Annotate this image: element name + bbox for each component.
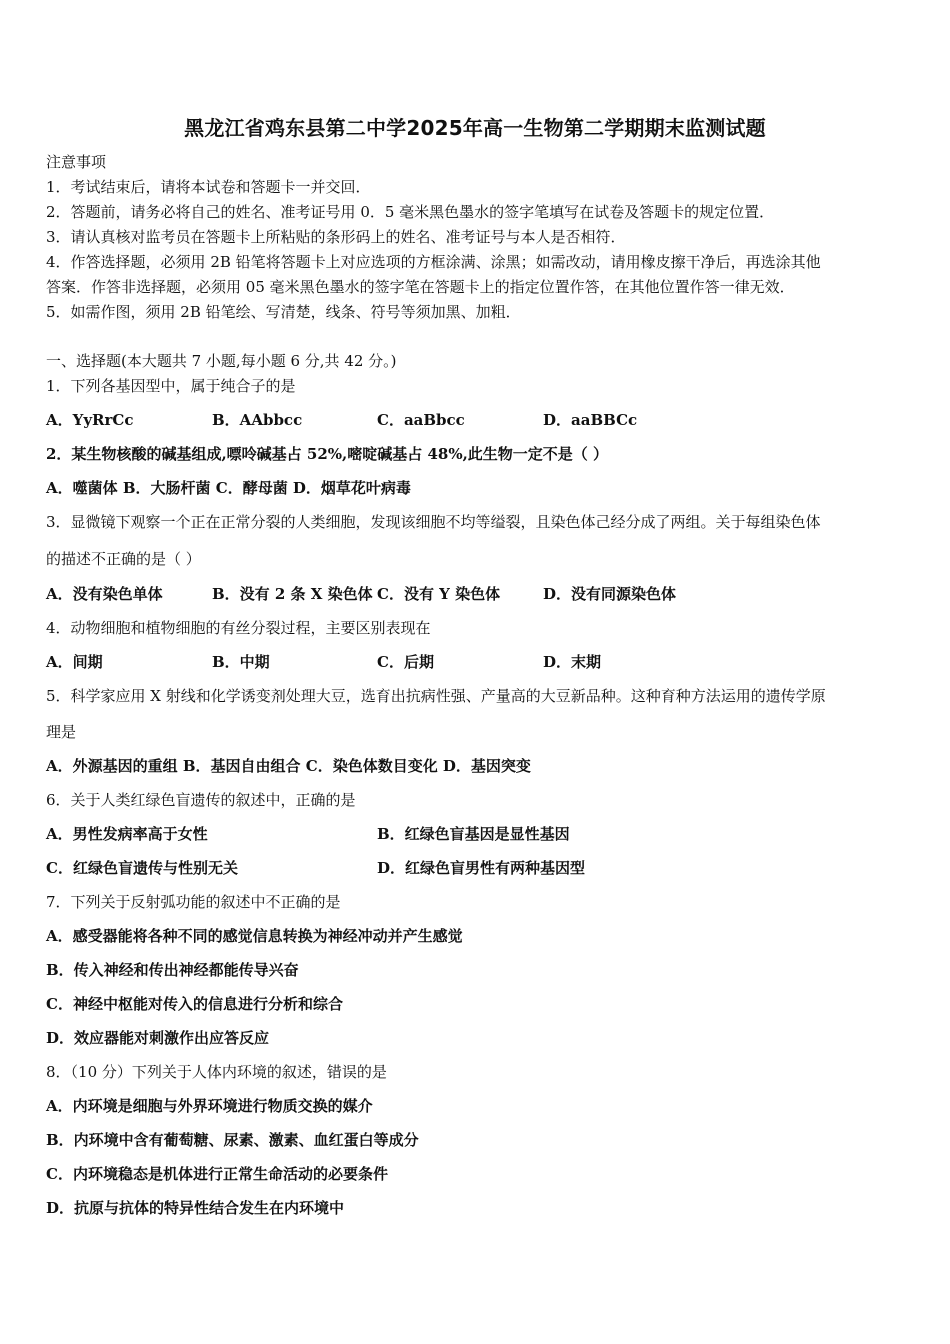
option: C．aaBbcc	[377, 411, 465, 429]
option: D．aaBBCc	[543, 411, 638, 429]
option: A．感受器能将各种不同的感觉信息转换为神经冲动并产生感觉	[46, 927, 463, 945]
option: A．间期	[46, 653, 103, 671]
option: B．红绿色盲基因是显性基因	[377, 825, 570, 843]
option: B．内环境中含有葡萄糖、尿素、激素、血红蛋白等成分	[46, 1131, 419, 1149]
question-stem-continued: 的描述不正确的是（ ）	[46, 550, 201, 568]
option: B．没有 2 条 X 染色体	[212, 585, 373, 603]
notice-item: 4．作答选择题，必须用 2B 铅笔将答题卡上对应选项的方框涂满、涂黑；如需改动，请用橡皮擦干净后，再选涂其他	[46, 253, 821, 271]
notice-item: 1．考试结束后，请将本试卷和答题卡一并交回．	[46, 178, 371, 196]
option: C．没有 Y 染色体	[377, 585, 501, 603]
notice-item: 5．如需作图，须用 2B 铅笔绘、写清楚，线条、符号等须加黑、加粗．	[46, 303, 521, 321]
option: A．内环境是细胞与外界环境进行物质交换的媒介	[46, 1097, 373, 1115]
question-stem: 6．关于人类红绿色盲遗传的叙述中，正确的是	[46, 791, 356, 809]
question-stem: 2．某生物核酸的碱基组成,嘌呤碱基占 52%,嘧啶碱基占 48%,此生物一定不是（ ）	[46, 445, 609, 463]
option: A．男性发病率高于女性	[46, 825, 208, 843]
option: B．传入神经和传出神经都能传导兴奋	[46, 961, 299, 979]
option: B．中期	[212, 653, 270, 671]
notice-item: 答案．作答非选择题，必须用 05 毫米黑色墨水的签字笔在答题卡上的指定位置作答，在其他位置作答一律无效．	[46, 278, 795, 296]
notice-item: 3．请认真核对监考员在答题卡上所粘贴的条形码上的姓名、准考证号与本人是否相符．	[46, 228, 626, 246]
question-stem: 7．下列关于反射弧功能的叙述中不正确的是	[46, 893, 341, 911]
option-line: A．外源基因的重组 B．基因自由组合 C．染色体数目变化 D．基因突变	[46, 757, 531, 775]
option: D．红绿色盲男性有两种基因型	[377, 859, 586, 877]
option: D．末期	[543, 653, 602, 671]
option-line: A．噬菌体 B．大肠杆菌 C．酵母菌 D．烟草花叶病毒	[46, 479, 411, 497]
option: C．神经中枢能对传入的信息进行分析和综合	[46, 995, 343, 1013]
option: C．后期	[377, 653, 434, 671]
notice-heading: 注意事项	[46, 153, 107, 171]
option: D．抗原与抗体的特异性结合发生在内环境中	[46, 1199, 345, 1217]
question-stem-continued: 理是	[46, 723, 77, 741]
question-stem: 5．科学家应用 X 射线和化学诱变剂处理大豆，选育出抗病性强、产量高的大豆新品种。这种育种方法运用的遗传学原	[46, 687, 826, 705]
question-stem: 8．（10 分）下列关于人体内环境的叙述，错误的是	[46, 1063, 387, 1081]
option: A．没有染色单体	[46, 585, 163, 603]
page-title: 黑龙江省鸡东县第二中学2025年高一生物第二学期期末监测试题	[184, 116, 766, 140]
option: D．效应器能对刺激作出应答反应	[46, 1029, 270, 1047]
question-stem: 4．动物细胞和植物细胞的有丝分裂过程，主要区别表现在	[46, 619, 431, 637]
option: C．内环境稳态是机体进行正常生命活动的必要条件	[46, 1165, 388, 1183]
question-stem: 3．显微镜下观察一个正在正常分裂的人类细胞，发现该细胞不均等缢裂，且染色体己经分成了两组。关于每组染色体	[46, 513, 821, 531]
option: D．没有同源染色体	[543, 585, 677, 603]
question-stem: 1．下列各基因型中，属于纯合子的是	[46, 377, 296, 395]
option: C．红绿色盲遗传与性别无关	[46, 859, 238, 877]
option: A．YyRrCc	[46, 411, 134, 429]
option: B．AAbbcc	[212, 411, 303, 429]
section-heading: 一、选择题(本大题共 7 小题,每小题 6 分,共 42 分。)	[46, 352, 397, 370]
notice-item: 2．答题前，请务必将自己的姓名、准考证号用 0．5 毫米黑色墨水的签字笔填写在试卷及答题卡的规定位置．	[46, 203, 775, 221]
